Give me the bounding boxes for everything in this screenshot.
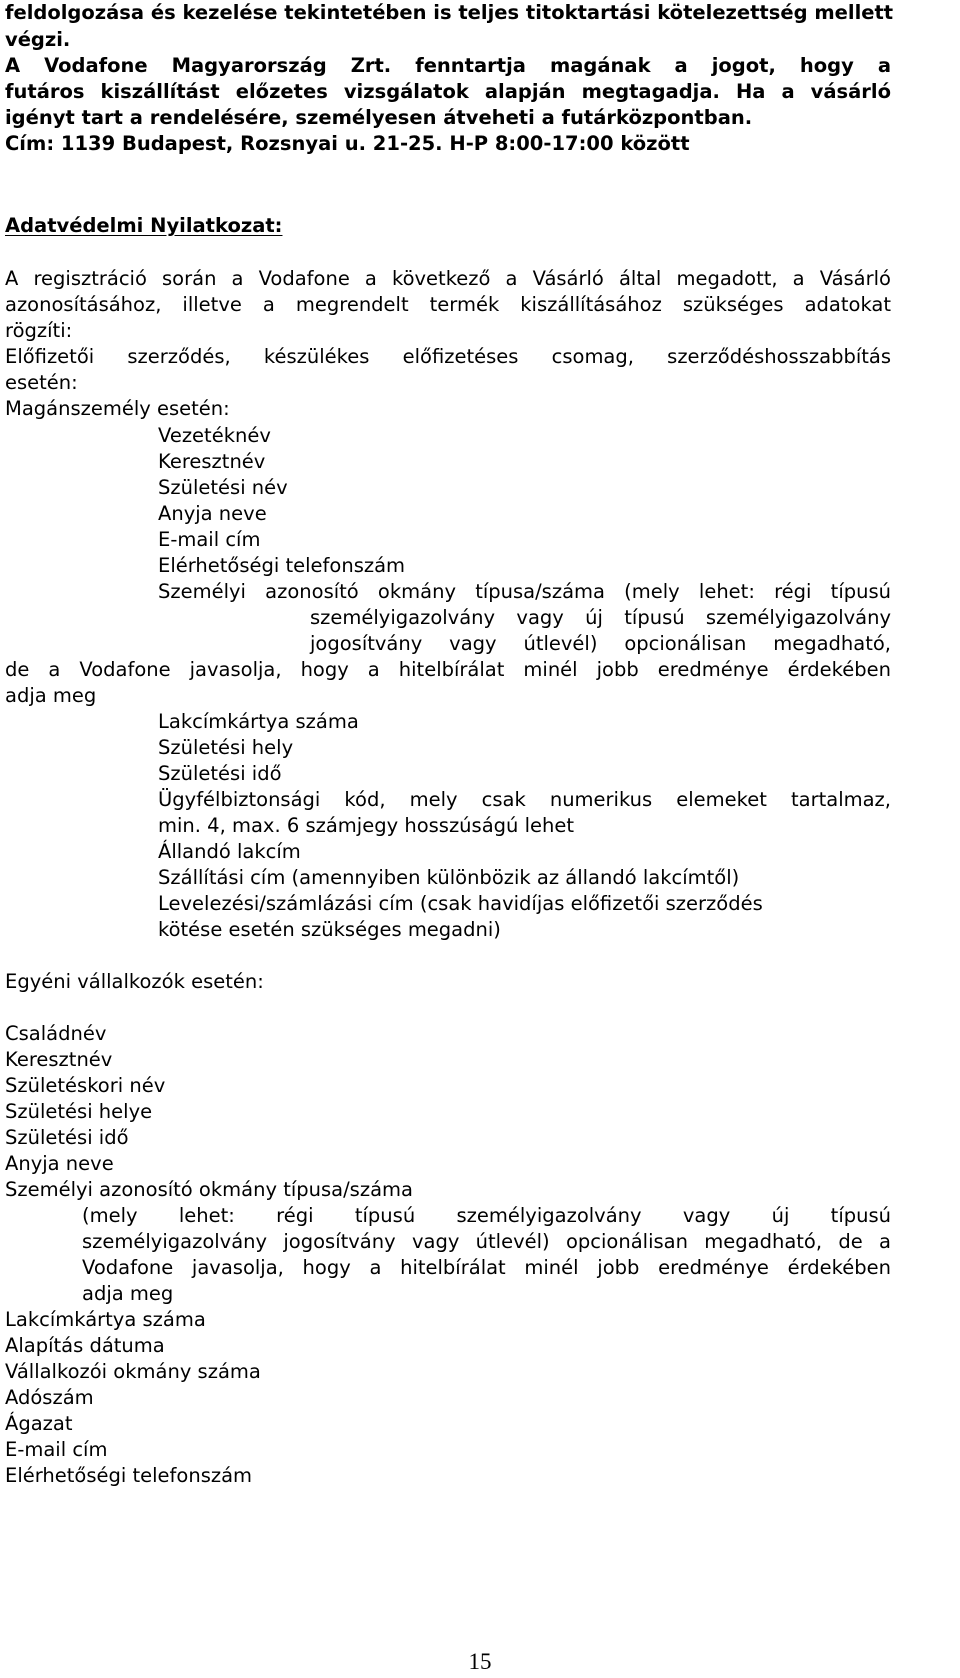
- delivery-line: futáros kiszállítást előzetes vizsgálatok alapján megtagadja. Ha a vásárló: [5, 80, 891, 103]
- advice-line: adja meg: [5, 684, 97, 707]
- delivery-line: feldolgozása és kezelése tekintetében is teljes titoktartási kötelezettség mellett: [5, 1, 894, 24]
- list-item: Vállalkozói okmány száma: [5, 1360, 261, 1383]
- list-item: Ügyfélbiztonsági kód, mely csak numerikus elemeket tartalmaz,: [158, 788, 891, 811]
- id-note-line: személyigazolvány jogosítvány vagy útlevél) opcionálisan megadható, de a: [82, 1230, 891, 1253]
- delivery-line: igényt tart a rendelésére, személyesen átveheti a futárközpontban.: [5, 106, 753, 129]
- delivery-address: Cím: 1139 Budapest, Rozsnyai u. 21-25. H-P 8:00-17:00 között: [5, 132, 690, 155]
- list-item: E-mail cím: [158, 528, 261, 551]
- list-item: Személyi azonosító okmány típusa/száma: [5, 1178, 413, 1201]
- id-note-line: adja meg: [82, 1282, 174, 1305]
- list-item: min. 4, max. 6 számjegy hosszúságú lehet: [158, 814, 574, 837]
- list-item: Alapítás dátuma: [5, 1334, 165, 1357]
- list-item: Lakcímkártya száma: [158, 710, 359, 733]
- delivery-line: végzi.: [5, 28, 71, 51]
- list-item: Keresztnév: [5, 1048, 113, 1071]
- list-item: Állandó lakcím: [158, 840, 301, 863]
- list-item: Vezetéknév: [158, 424, 271, 447]
- list-item: Elérhetőségi telefonszám: [5, 1464, 253, 1487]
- list-item: Anyja neve: [158, 502, 267, 525]
- privacy-intro-line: A regisztráció során a Vodafone a következő a Vásárló által megadott, a Vásárló: [5, 267, 891, 290]
- privacy-intro-line: azonosításához, illetve a megrendelt termék kiszállításához szükséges adatokat: [5, 293, 891, 316]
- list-item: Születési hely: [158, 736, 294, 759]
- list-item: Ágazat: [5, 1412, 73, 1435]
- list-item: Családnév: [5, 1022, 107, 1045]
- subscription-line: Előfizetői szerződés, készülékes előfizetéses csomag, szerződéshosszabbítás: [5, 345, 891, 368]
- page-number: 15: [468, 1649, 492, 1674]
- list-item: Születési idő: [158, 762, 282, 785]
- list-item: E-mail cím: [5, 1438, 108, 1461]
- id-note-line: Vodafone javasolja, hogy a hitelbírálat minél jobb eredménye érdekében: [82, 1256, 891, 1279]
- id-note-line: jogosítvány vagy útlevél) opcionálisan megadható,: [310, 632, 891, 655]
- id-note-line: személyigazolvány vagy új típusú személyigazolvány: [310, 606, 891, 629]
- list-item: Levelezési/számlázási cím (csak havidíjas előfizetői szerződés: [158, 892, 763, 915]
- subscription-line: esetén:: [5, 371, 78, 394]
- privacy-heading: Adatvédelmi Nyilatkozat:: [5, 214, 283, 237]
- delivery-line: A Vodafone Magyarország Zrt. fenntartja magának a jogot, hogy a: [5, 54, 891, 77]
- list-item: Szállítási cím (amennyiben különbözik az állandó lakcímtől): [158, 866, 740, 889]
- list-item: Keresztnév: [158, 450, 266, 473]
- advice-line: de a Vodafone javasolja, hogy a hitelbírálat minél jobb eredménye érdekében: [5, 658, 891, 681]
- list-item: Adószám: [5, 1386, 94, 1409]
- list-item: Személyi azonosító okmány típusa/száma (mely lehet: régi típusú: [158, 580, 891, 603]
- list-item: Születéskori név: [5, 1074, 166, 1097]
- private-person-label: Magánszemély esetén:: [5, 397, 230, 420]
- sole-trader-label: Egyéni vállalkozók esetén:: [5, 970, 264, 993]
- list-item: Anyja neve: [5, 1152, 114, 1175]
- list-item: kötése esetén szükséges megadni): [158, 918, 501, 941]
- privacy-intro-line: rögzíti:: [5, 319, 73, 342]
- list-item: Elérhetőségi telefonszám: [158, 554, 406, 577]
- list-item: Születési helye: [5, 1100, 153, 1123]
- list-item: Lakcímkártya száma: [5, 1308, 206, 1331]
- list-item: Születési név: [158, 476, 288, 499]
- id-note-line: (mely lehet: régi típusú személyigazolvány vagy új típusú: [82, 1204, 891, 1227]
- list-item: Születési idő: [5, 1126, 129, 1149]
